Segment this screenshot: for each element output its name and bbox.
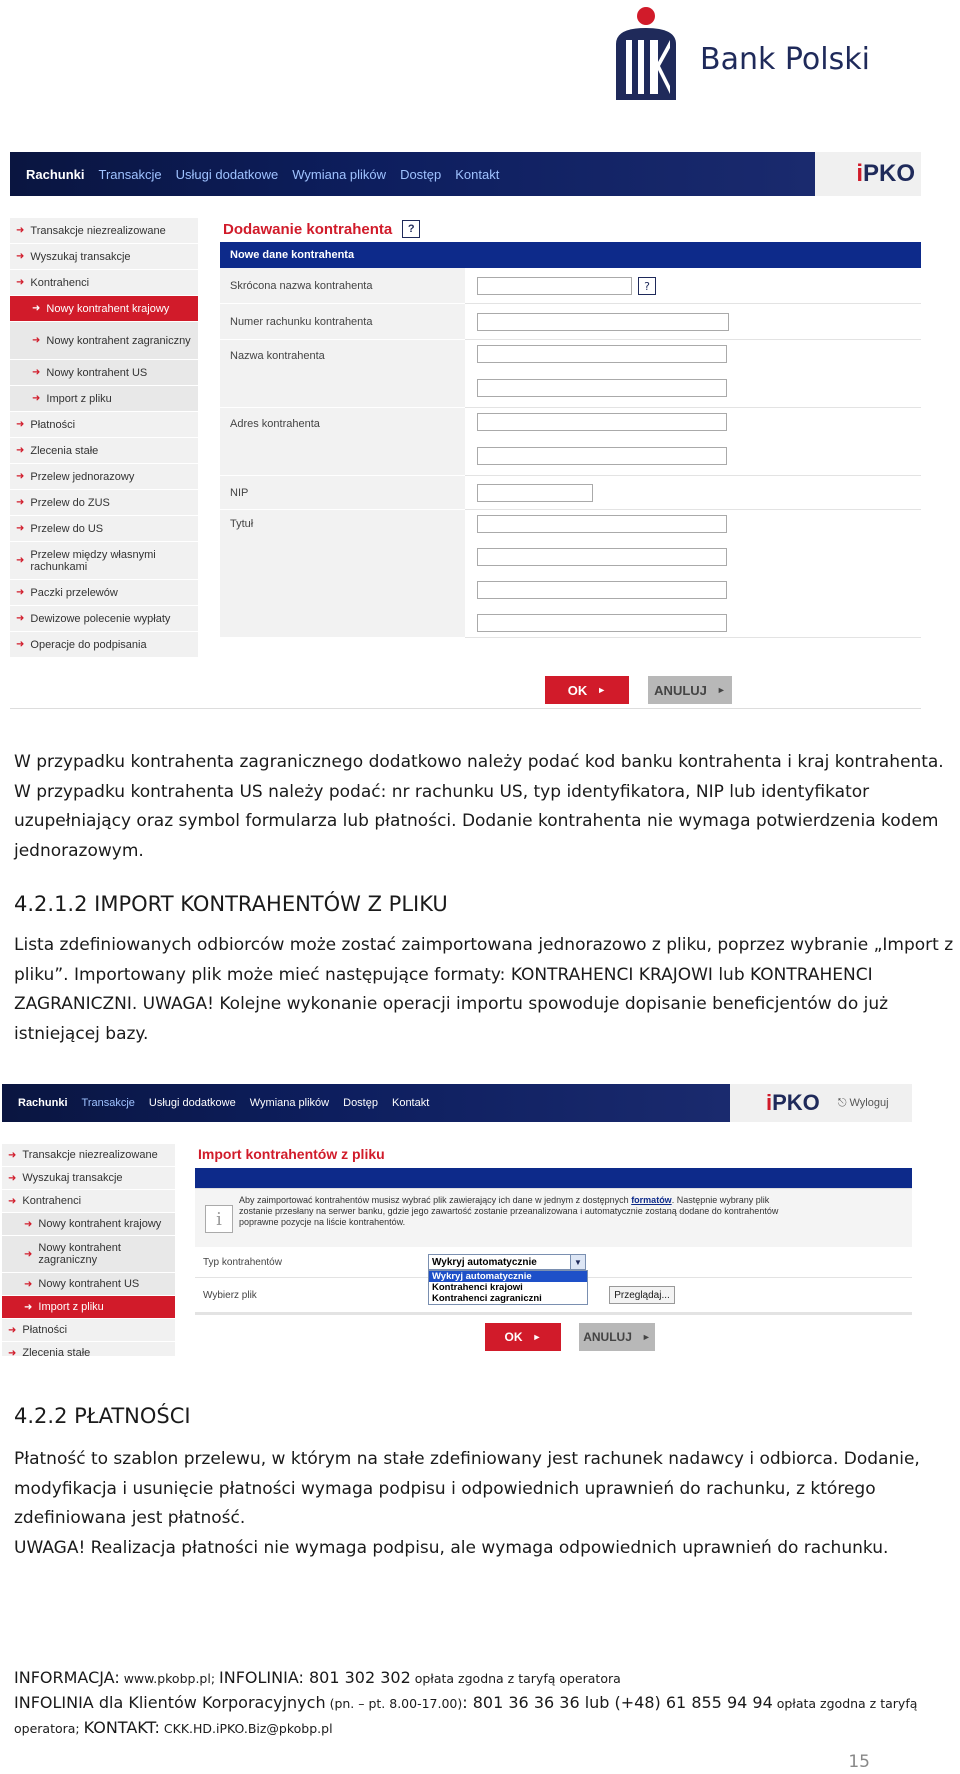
divider bbox=[10, 708, 921, 709]
nav-kontakt[interactable]: Kontakt bbox=[455, 166, 500, 182]
arrow-icon: ➜ bbox=[8, 1172, 17, 1184]
footer: INFORMACJA: www.pkobp.pl; INFOLINIA: 801 302 302 opłata zgodna z taryfą operatora INFOLINIA dla Klientów Korporacyjnych (pn. – pt. 8.00-17.00): 801 36 36 36 lub (+48) 61 855 94 94 opłata zgodna z taryfą operatora; KONTAKT: CKK.HD.iPKO.Biz@pkobp.pl bbox=[14, 1668, 918, 1737]
sidebar-item[interactable] bbox=[10, 438, 198, 464]
nav-rachunki-2[interactable]: Rachunki bbox=[18, 1097, 68, 1109]
account-input[interactable] bbox=[477, 313, 729, 331]
arrow-icon: ➜ bbox=[24, 1278, 33, 1290]
arrow-icon: ➜ bbox=[8, 1149, 17, 1161]
sidebar-item[interactable] bbox=[10, 386, 198, 412]
arrow-icon: ➜ bbox=[16, 555, 25, 566]
bank-logo bbox=[612, 4, 870, 104]
logout-icon: ⎋ bbox=[837, 1096, 847, 1109]
arrow-icon: ➜ bbox=[32, 367, 41, 378]
sidebar-item-label: Nowy kontrahent US bbox=[38, 1278, 140, 1290]
short-name-input[interactable] bbox=[477, 277, 632, 295]
formats-link[interactable]: formatów bbox=[631, 1195, 672, 1205]
sidebar-item-label: Zlecenia stałe bbox=[22, 1347, 91, 1356]
form-section-bar: Nowe dane kontrahenta bbox=[220, 242, 921, 268]
title-input-2[interactable] bbox=[477, 548, 727, 566]
arrow-icon: ➜ bbox=[16, 639, 25, 650]
arrow-icon: ➜ bbox=[24, 1218, 33, 1230]
label-type: Typ kontrahentów bbox=[203, 1257, 282, 1268]
arrow-icon: ➜ bbox=[8, 1347, 17, 1356]
sidebar-item[interactable] bbox=[2, 1273, 175, 1296]
contractor-type-options bbox=[428, 1270, 588, 1305]
nav-transakcje[interactable]: Transakcje bbox=[98, 166, 162, 182]
nav-wymiana-2[interactable]: Wymiana plików bbox=[249, 1097, 330, 1109]
nav-uslugi[interactable]: Usługi dodatkowe bbox=[175, 166, 279, 182]
sidebar-item[interactable] bbox=[10, 516, 198, 542]
sidebar-item[interactable] bbox=[10, 632, 198, 658]
screenshot-import-contractors bbox=[2, 1084, 912, 1356]
arrow-icon: ➜ bbox=[8, 1324, 17, 1336]
nav-dostep-2[interactable]: Dostęp bbox=[343, 1097, 378, 1109]
arrow-icon: ➜ bbox=[16, 225, 25, 236]
nip-input[interactable] bbox=[477, 484, 593, 502]
label-title: Tytuł bbox=[220, 510, 465, 638]
sidebar-item-label: Import z pliku bbox=[38, 1301, 104, 1313]
paragraph-foreign-contractor: W przypadku kontrahenta zagranicznego dodatkowo należy podać kod banku kontrahenta i kraj kontrahenta. W przypadku kontrahenta US należy podać: nr rachunku US, typ identyfikatora, NIP lub identyfikator uzupełniający oraz symbol formularza lub płatności. Dodanie kontrahenta nie wymaga potwierdzenia kodem jednorazowym. bbox=[14, 752, 944, 861]
sidebar-item[interactable] bbox=[10, 542, 198, 580]
sidebar-item-label: Kontrahenci bbox=[22, 1195, 82, 1207]
form-section-bar-2 bbox=[195, 1168, 912, 1188]
address-input-2[interactable] bbox=[477, 447, 727, 465]
sidebar-2 bbox=[2, 1144, 175, 1356]
title-input-3[interactable] bbox=[477, 581, 727, 599]
sidebar-item[interactable] bbox=[2, 1213, 175, 1236]
sidebar-item-label: Operacje do podpisania bbox=[30, 638, 147, 651]
name-input-2[interactable] bbox=[477, 379, 727, 397]
sidebar-item[interactable] bbox=[10, 322, 198, 360]
sidebar-item-label: Kontrahenci bbox=[30, 276, 90, 289]
option-foreign[interactable]: Kontrahenci zagraniczni bbox=[432, 1293, 542, 1304]
ipko-logo: iPKO bbox=[815, 152, 921, 196]
sidebar-item[interactable] bbox=[2, 1342, 175, 1356]
sidebar-item-label: Zlecenia stałe bbox=[30, 444, 99, 457]
sidebar-item[interactable] bbox=[2, 1190, 175, 1213]
section-heading-import: 4.2.1.2 IMPORT KONTRAHENTÓW Z PLIKU bbox=[14, 892, 448, 916]
sidebar-item-label: Nowy kontrahent zagraniczny bbox=[38, 1242, 121, 1266]
paragraph-payments: Płatność to szablon przelewu, w którym na stałe zdefiniowany jest rachunek nadawcy i odbiorca. Dodanie, modyfikacja i usunięcie płatności wymaga podpisu i odpowiednich uprawnień do rachunku, z którego zdefiniowana jest płatność. UWAGA! Realizacja płatności nie wymaga podpisu, ale wymaga odpowiednich uprawnień do rachunku. bbox=[14, 1449, 920, 1558]
browse-button[interactable]: Przeglądaj... bbox=[609, 1286, 675, 1304]
info-text: Aby zaimportować kontrahentów musisz wybrać plik zawierający ich dane w jednym z dostępnych formatów. Następnie wybrany plik zostanie przesłany na serwer banku, gdzie jego zawartość zostanie przeanalizowana i automatycznie zostaną dodane do kontrahentów poprawne pozycje na liście kontrahentów. bbox=[239, 1195, 779, 1227]
sidebar-item[interactable] bbox=[10, 360, 198, 386]
option-domestic[interactable]: Kontrahenci krajowi bbox=[432, 1282, 523, 1293]
label-account: Numer rachunku kontrahenta bbox=[220, 304, 465, 340]
brand-name: Bank Polski bbox=[700, 42, 870, 77]
sidebar-item-label: Przelew do ZUS bbox=[30, 496, 110, 509]
help-icon-short-name[interactable]: ? bbox=[638, 277, 656, 295]
option-auto[interactable]: Wykryj automatycznie bbox=[429, 1271, 587, 1282]
nav-dostep[interactable]: Dostęp bbox=[400, 166, 442, 182]
top-navigation bbox=[10, 152, 815, 196]
sidebar-item-label: Transakcje niezrealizowane bbox=[22, 1149, 158, 1161]
sidebar-item-label: Przelew jednorazowy bbox=[30, 470, 135, 483]
sidebar-item[interactable] bbox=[10, 490, 198, 516]
title-input-1[interactable] bbox=[477, 515, 727, 533]
info-box bbox=[195, 1188, 912, 1247]
sidebar-item-label: Płatności bbox=[22, 1324, 68, 1336]
arrow-icon: ➜ bbox=[16, 277, 25, 288]
arrow-icon: ➜ bbox=[16, 613, 25, 624]
title-input-4[interactable] bbox=[477, 614, 727, 632]
sidebar-item[interactable] bbox=[10, 218, 198, 244]
arrow-icon: ➜ bbox=[16, 419, 25, 430]
logout-link[interactable]: ⎋ Wyloguj bbox=[837, 1096, 889, 1109]
sidebar-item-label: Transakcje niezrealizowane bbox=[30, 224, 166, 237]
address-input-1[interactable] bbox=[477, 413, 727, 431]
arrow-icon: ➜ bbox=[24, 1248, 33, 1260]
label-name: Nazwa kontrahenta bbox=[220, 340, 465, 408]
sidebar-item-label: Płatności bbox=[30, 418, 76, 431]
sidebar-item[interactable] bbox=[10, 580, 198, 606]
sidebar-item[interactable] bbox=[2, 1296, 175, 1319]
chevron-down-icon: ▼ bbox=[570, 1255, 585, 1269]
sidebar-item-label: Nowy kontrahent krajowy bbox=[46, 302, 170, 315]
sidebar-item[interactable] bbox=[10, 464, 198, 490]
sidebar-item-label: Wyszukaj transakcje bbox=[30, 250, 131, 263]
contractor-type-select[interactable]: Wykryj automatycznie ▼ bbox=[428, 1254, 586, 1270]
nav-transakcje-2[interactable]: Transakcje bbox=[81, 1097, 135, 1109]
arrow-icon: ➜ bbox=[16, 523, 25, 534]
top-navigation-2 bbox=[2, 1084, 730, 1122]
label-file: Wybierz plik bbox=[203, 1290, 257, 1301]
sidebar-item-label: Nowy kontrahent zagraniczny bbox=[46, 334, 191, 347]
arrow-icon: ➜ bbox=[16, 587, 25, 598]
ipko-logo-2: iPKO ⎋ Wyloguj bbox=[730, 1084, 912, 1122]
form-title-2: Import kontrahentów z pliku bbox=[198, 1146, 385, 1162]
sidebar-item[interactable] bbox=[2, 1144, 175, 1167]
sidebar-item-label: Paczki przelewów bbox=[30, 586, 118, 599]
nav-wymiana[interactable]: Wymiana plików bbox=[292, 166, 387, 182]
name-input-1[interactable] bbox=[477, 345, 727, 363]
sidebar-item[interactable] bbox=[10, 270, 198, 296]
sidebar-item[interactable] bbox=[2, 1167, 175, 1190]
sidebar-item-label: Dewizowe polecenie wypłaty bbox=[30, 612, 171, 625]
contractor-form bbox=[220, 268, 921, 638]
screenshot-add-contractor bbox=[10, 152, 921, 712]
sidebar-item-label: Import z pliku bbox=[46, 392, 112, 405]
nav-uslugi-2[interactable]: Usługi dodatkowe bbox=[148, 1097, 236, 1109]
form-title: Dodawanie kontrahenta ? bbox=[223, 220, 420, 238]
sidebar-item[interactable] bbox=[10, 296, 198, 322]
arrow-icon: ➜ bbox=[8, 1195, 17, 1207]
help-icon[interactable]: ? bbox=[402, 220, 420, 238]
arrow-icon: ➜ bbox=[16, 497, 25, 508]
label-short-name: Skrócona nazwa kontrahenta bbox=[220, 268, 465, 304]
sidebar-item[interactable] bbox=[2, 1236, 175, 1273]
sidebar-item-label: Przelew do US bbox=[30, 522, 104, 535]
ok-button-2[interactable]: OK ► bbox=[485, 1323, 561, 1351]
arrow-icon: ➜ bbox=[16, 445, 25, 456]
sidebar-item[interactable] bbox=[10, 412, 198, 438]
arrow-icon: ➜ bbox=[16, 251, 25, 262]
arrow-icon: ➜ bbox=[32, 303, 41, 314]
paragraph-import: Lista zdefiniowanych odbiorców może zostać zaimportowana jednorazowo z pliku, poprzez wybranie „Import z pliku”. Importowany plik może mieć następujące formaty: KONTRAHENCI KRAJOWI lub KONTRAHENCI ZAGRANICZNI. UWAGA! Kolejne wykonanie operacji importu spowoduje dopisanie beneficjentów do już istniejącej bazy. bbox=[14, 935, 954, 1044]
label-address: Adres kontrahenta bbox=[220, 408, 465, 476]
arrow-icon: ➜ bbox=[32, 335, 41, 346]
ok-button[interactable]: OK ► bbox=[545, 676, 629, 704]
cancel-button[interactable]: ANULUJ ► bbox=[648, 676, 732, 704]
cancel-button-2[interactable]: ANULUJ ► bbox=[579, 1323, 655, 1351]
sidebar-item[interactable] bbox=[10, 606, 198, 632]
sidebar-item[interactable] bbox=[10, 244, 198, 270]
page-number: 15 bbox=[848, 1752, 870, 1772]
sidebar-item-label: Nowy kontrahent US bbox=[46, 366, 148, 379]
uwaga-label: UWAGA! bbox=[14, 1537, 86, 1558]
pko-emblem-icon bbox=[612, 4, 692, 104]
sidebar-item-label: Wyszukaj transakcje bbox=[22, 1172, 123, 1184]
arrow-icon: ➜ bbox=[16, 471, 25, 482]
sidebar-item[interactable] bbox=[2, 1319, 175, 1342]
label-nip: NIP bbox=[220, 476, 465, 510]
sidebar-item-label: Przelew między własnymi rachunkami bbox=[30, 548, 156, 573]
info-icon: i bbox=[205, 1205, 233, 1233]
sidebar-item-label: Nowy kontrahent krajowy bbox=[38, 1218, 162, 1230]
nav-kontakt-2[interactable]: Kontakt bbox=[391, 1097, 430, 1109]
sidebar bbox=[10, 218, 198, 658]
section-heading-payments: 4.2.2 PŁATNOŚCI bbox=[14, 1404, 191, 1428]
arrow-icon: ➜ bbox=[32, 393, 41, 404]
nav-rachunki[interactable]: Rachunki bbox=[26, 166, 85, 182]
arrow-icon: ➜ bbox=[24, 1301, 33, 1313]
